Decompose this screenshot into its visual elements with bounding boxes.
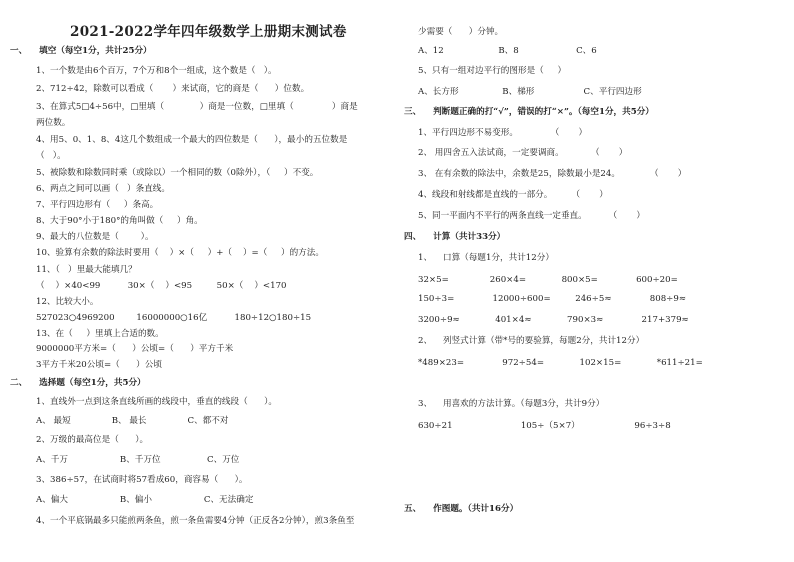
question-line: 4、线段和射线都是直线的一部分。 （ ）: [418, 190, 608, 200]
question-line: 1、平行四边形不易变形。 （ ）: [418, 128, 588, 138]
question-line: 3、 在有余数的除法中，余数是25，除数最小是24。 （ ）: [418, 169, 687, 179]
question-line: 150÷3= 12000÷600= 246÷5≈ 808÷9≈: [418, 294, 687, 304]
question-line: A、 最短 B、 最长 C、都不对: [36, 416, 229, 426]
section-heading: 三、 判断题正确的打“√”，错误的打“×”。（每空1分，共5分）: [404, 107, 654, 117]
question-line: 1、 口算（每题1分，共计12分）: [418, 253, 554, 263]
question-line: 32×5= 260×4= 800×5= 600÷20=: [418, 275, 678, 285]
question-line: 2、 用四舍五入法试商，一定要调商。 （ ）: [418, 148, 628, 158]
question-line: 4、一个平底锅最多只能煎两条鱼，煎一条鱼需要4分钟（正反各2分钟），煎3条鱼至: [36, 516, 355, 526]
question-line: 3、 用喜欢的方法计算。（每题3分，共计9分）: [418, 399, 605, 409]
question-line: 9000000平方米=（ ）公顷=（ ）平方千米: [36, 344, 234, 354]
question-line: 11、（ ）里最大能填几？: [36, 265, 137, 275]
question-line: 5、只有一组对边平行的图形是（ ）: [418, 66, 567, 76]
question-line: 9、最大的八位数是（ ）。: [36, 232, 154, 242]
question-line: 1、一个数是由6个百万，7个万和8个一组成，这个数是（ ）。: [36, 66, 277, 76]
question-line: 少需要（ ）分钟。: [418, 27, 504, 37]
question-line: 两位数。: [36, 118, 71, 128]
question-line: 5、被除数和除数同时乘（或除以）一个相同的数（0除外），（ ）不变。: [36, 168, 319, 178]
question-line: （ ）。: [36, 151, 66, 161]
question-line: 1、直线外一点到这条直线所画的线段中，垂直的线段（ ）。: [36, 397, 277, 407]
question-line: 12、比较大小。: [36, 297, 99, 307]
question-line: A、千万 B、千万位 C、万位: [36, 455, 240, 465]
exam-title: 2021-2022学年四年级数学上册期末测试卷: [70, 24, 347, 40]
question-line: A、长方形 B、梯形 C、平行四边形: [418, 87, 642, 97]
question-line: 3、386÷57，在试商时将57看成60，商容易（ ）。: [36, 475, 248, 485]
question-line: 3平方千米20公顷=（ ）公顷: [36, 360, 162, 370]
section-heading: 四、 计算（共计33分）: [404, 232, 506, 242]
question-line: 527023○4969200 16000000○16亿 180÷12○180÷15: [36, 313, 312, 323]
question-line: 630÷21 105÷（5×7） 96÷3÷8: [418, 421, 671, 431]
question-line: 2、712÷42，除数可以看成（ ）来试商，它的商是（ ）位数。: [36, 84, 310, 94]
question-line: 4、用5、0、1、8、4这几个数组成一个最大的四位数是（ ），最小的五位数是: [36, 135, 348, 145]
section-heading: 一、 填空（每空1分，共计25分）: [10, 46, 152, 56]
question-line: 8、大于90°小于180°的角叫做（ ）角。: [36, 216, 203, 226]
question-line: （ ）×40<99 30×（ ）<95 50×（ ）<170: [36, 281, 287, 291]
question-line: 2、万级的最高位是（ ）。: [36, 435, 149, 445]
section-heading: 五、 作图题。（共计16分）: [404, 504, 519, 514]
question-line: 5、同一平面内不平行的两条直线一定垂直。 （ ）: [418, 211, 645, 221]
question-line: A、12 B、8 C、6: [418, 46, 597, 56]
question-line: *489×23= 972÷54= 102×15= *611÷21=: [418, 358, 703, 368]
question-line: A、偏大 B、偏小 C、无法确定: [36, 495, 254, 505]
question-line: 2、 列竖式计算（带*号的要验算，每题2分，共计12分）: [418, 336, 645, 346]
question-line: 7、平行四边形有（ ）条高。: [36, 200, 159, 210]
question-line: 6、两点之间可以画（ ）条直线。: [36, 184, 170, 194]
question-line: 3200÷9≈ 401×4≈ 790×3≈ 217+379≈: [418, 315, 689, 325]
section-heading: 二、 选择题（每空1分，共5分）: [10, 378, 146, 388]
question-line: 10、验算有余数的除法时要用（ ）×（ ）+（ ）=（ ）的方法。: [36, 248, 324, 258]
question-line: 13、在（ ）里填上合适的数。: [36, 329, 164, 339]
question-line: 3、在算式5□4÷56中，□里填（ ）商是一位数，□里填（ ）商是: [36, 102, 358, 112]
